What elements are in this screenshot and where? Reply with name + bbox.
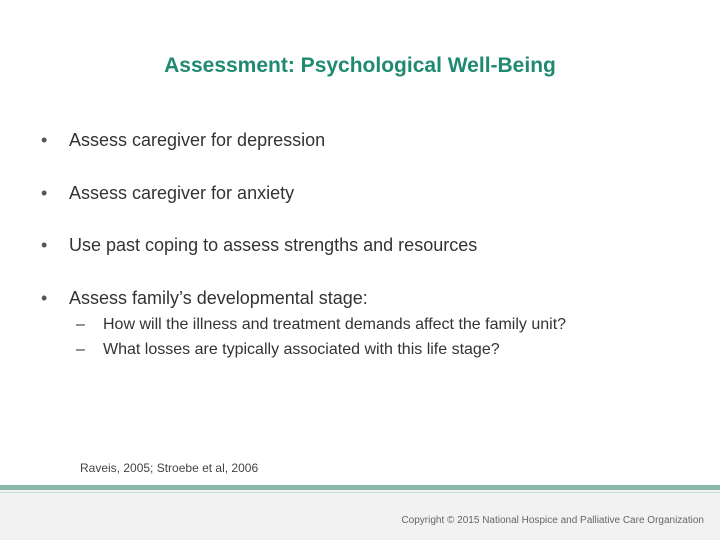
sub-bullet-symbol: – xyxy=(76,316,85,333)
sub-bullet-item xyxy=(76,315,566,335)
footer-bar xyxy=(0,485,720,540)
bullet-symbol: • xyxy=(41,130,48,150)
footer-accent-line xyxy=(0,485,720,490)
bullet-symbol: • xyxy=(41,288,48,308)
bullet-text: Assess caregiver for anxiety xyxy=(69,183,295,203)
bullet-item xyxy=(41,234,477,256)
sub-bullet-item xyxy=(76,340,500,360)
bullet-item xyxy=(41,182,294,204)
citation: Raveis, 2005; Stroebe et al, 2006 xyxy=(80,461,259,475)
bullet-item xyxy=(41,129,325,151)
sub-bullet-symbol: – xyxy=(76,341,85,358)
bullet-symbol: • xyxy=(41,183,48,203)
sub-bullet-text: What losses are typically associated with this life stage? xyxy=(103,341,500,358)
bullet-text: Assess caregiver for depression xyxy=(69,130,326,150)
slide-title: Assessment: Psychological Well-Being xyxy=(164,54,556,77)
footer-divider xyxy=(0,492,720,493)
copyright-notice: Copyright © 2015 National Hospice and Palliative Care Organization xyxy=(401,515,704,526)
bullet-item xyxy=(41,287,368,309)
bullet-symbol: • xyxy=(41,235,48,255)
bullet-text: Assess family’s developmental stage: xyxy=(69,288,368,308)
bullet-text: Use past coping to assess strengths and resources xyxy=(69,235,478,255)
sub-bullet-text: How will the illness and treatment demands affect the family unit? xyxy=(103,316,567,333)
